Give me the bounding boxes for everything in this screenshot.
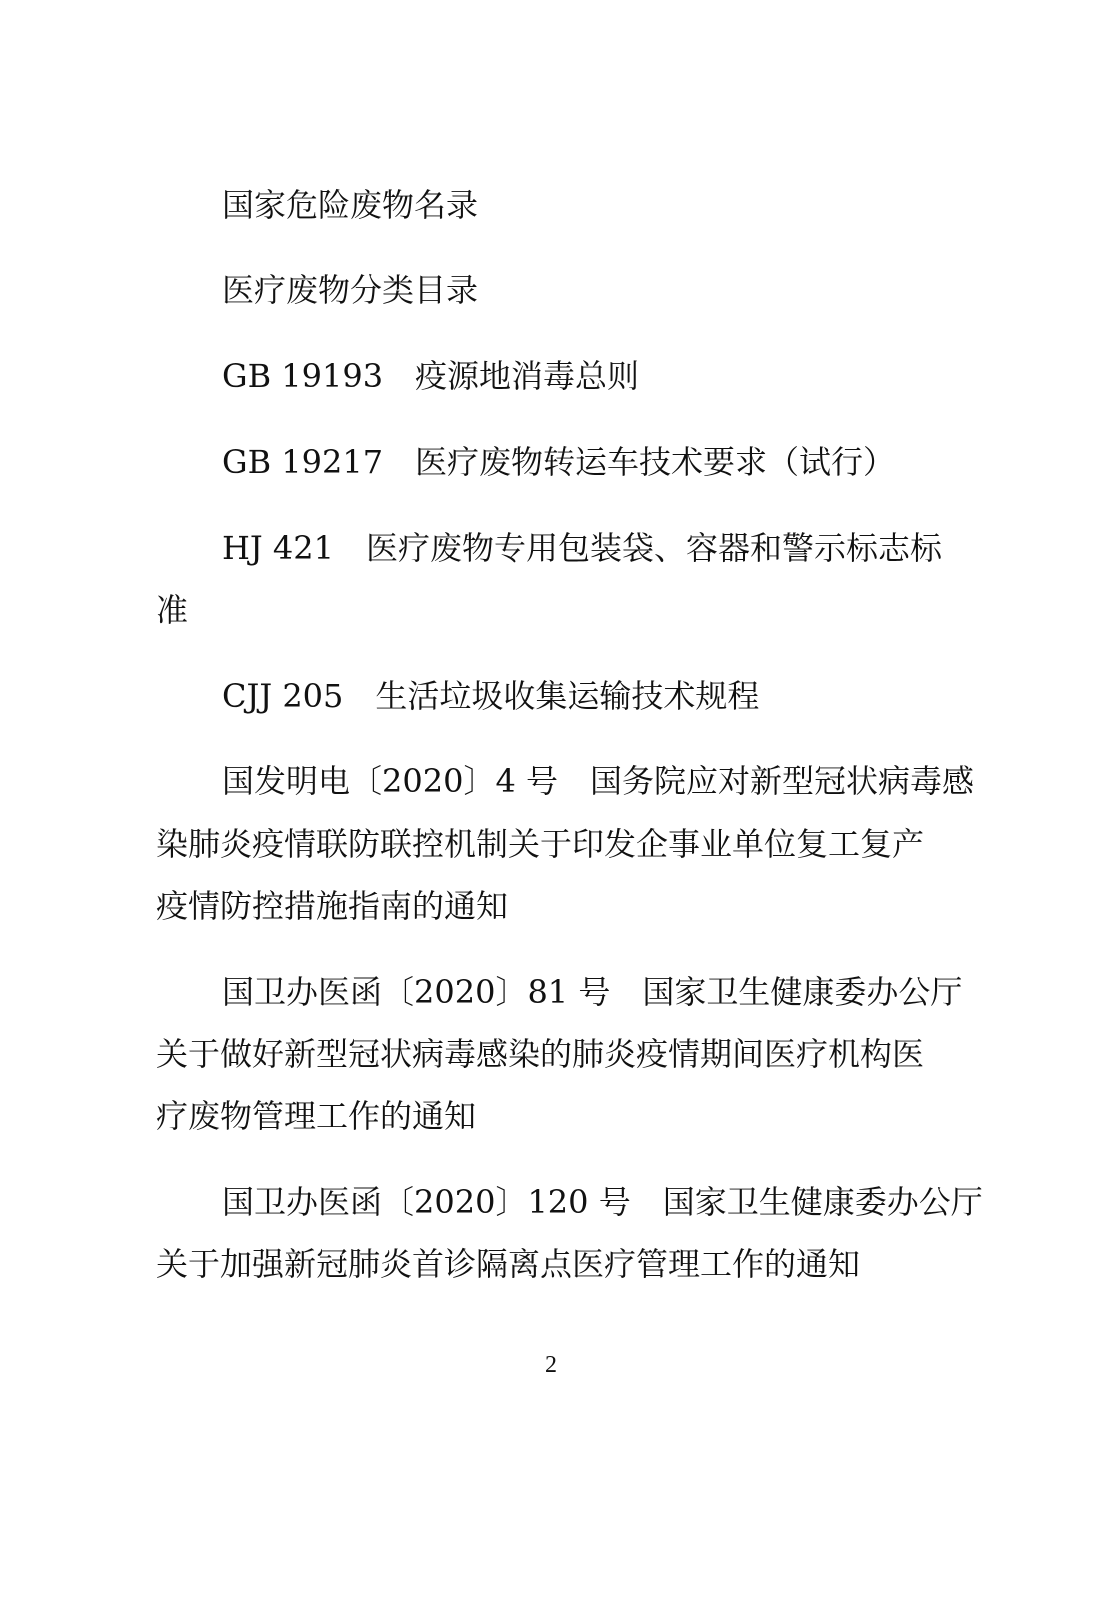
- reference-item-3: GB 19193 疫源地消毒总则: [222, 357, 640, 395]
- reference-item-5-continuation: 准: [156, 591, 189, 629]
- reference-item-7-continuation: 疫情防控措施指南的通知: [156, 887, 509, 925]
- reference-item-9-continuation: 关于加强新冠肺炎首诊隔离点医疗管理工作的通知: [156, 1245, 861, 1283]
- page-number: 2: [545, 1352, 557, 1378]
- reference-item-5: HJ 421 医疗废物专用包装袋、容器和警示标志标: [222, 529, 942, 567]
- reference-item-9: 国卫办医函〔2020〕120 号 国家卫生健康委办公厅: [222, 1183, 983, 1221]
- reference-item-8: 国卫办医函〔2020〕81 号 国家卫生健康委办公厅: [222, 973, 963, 1011]
- reference-item-4: GB 19217 医疗废物转运车技术要求（试行）: [222, 443, 896, 481]
- reference-item-7-continuation: 染肺炎疫情联防联控机制关于印发企事业单位复工复产: [156, 825, 925, 863]
- reference-item-8-continuation: 关于做好新型冠状病毒感染的肺炎疫情期间医疗机构医: [156, 1035, 925, 1073]
- reference-item-6: CJJ 205 生活垃圾收集运输技术规程: [222, 677, 760, 715]
- reference-item-8-continuation: 疗废物管理工作的通知: [156, 1097, 477, 1135]
- reference-item-1: 国家危险废物名录: [222, 186, 479, 224]
- reference-item-7: 国发明电〔2020〕4 号 国务院应对新型冠状病毒感: [222, 762, 974, 800]
- reference-item-2: 医疗废物分类目录: [222, 271, 479, 309]
